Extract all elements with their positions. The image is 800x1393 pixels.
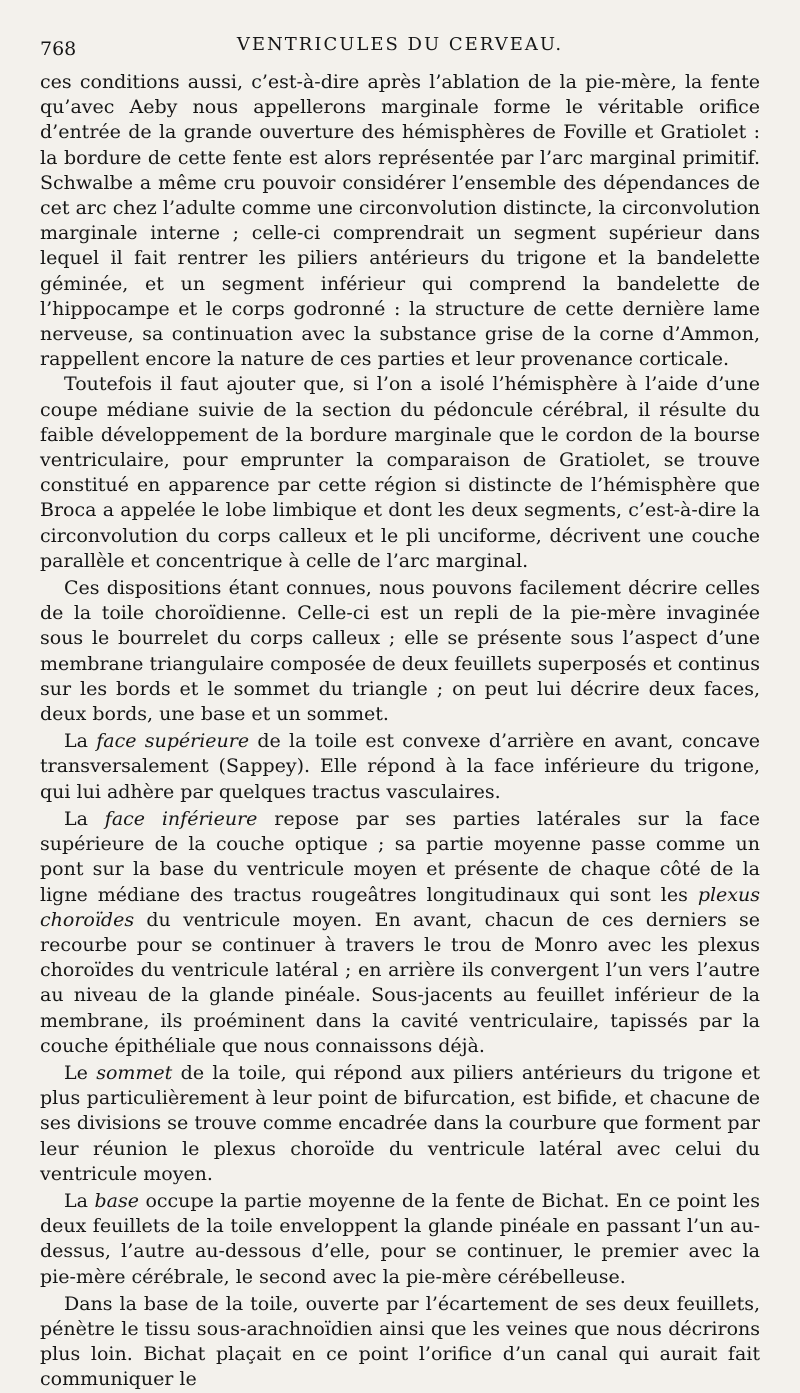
text-segment: ces conditions aussi, c’est-à-dire après l’ablation de la pie-mère, la fente qu’avec Aeby nous appellerons marginale forme le véritable orifice d’entrée de la grande ouverture des hémisphères de Foville et Gratiolet : la bordure de cette fente est alors représentée par l’arc marginal primitif. Schwalbe a même cru pouvoir considérer l’ensemble des dépendances de cet arc chez l’adulte comme une circonvolution distincte, la circonvolution marginale interne ; celle-ci comprendrait un segment supérieur dans lequel il fait rentrer les piliers antérieurs du trigone et la bandelette géminée, et un segment inférieur qui comprend la bandelette de l’hippocampe et le corps godronné : la structure de cette dernière lame nerveuse, sa continuation avec la substance grise de la corne d’Ammon, rappellent encore la nature de ces parties et leur provenance corticale. — [40, 71, 760, 371]
text-segment: occupe la partie moyenne de la fente de Bichat. En ce point les deux feuillets de la toile enveloppent la glande pinéale en passant l’un au-dessus, l’autre au-dessous d’elle, pour se continuer, le premier avec la pie-mère cérébrale, le second avec la pie-mère cérébelleuse. — [40, 1189, 761, 1288]
italic-term: sommet — [96, 1061, 173, 1084]
text-segment: de la toile est convexe d’arrière en avant, concave transversalement (Sappey). Elle répond à la face inférieure du trigone, qui lui adhère par quelques tractus vasculaires. — [40, 730, 760, 803]
text-segment: de la toile, qui répond aux piliers antérieurs du trigone et plus particulièrement à leur point de bifurcation, est bifide, et chacune de ses divisions se trouve comme encadrée dans la courbure que forment par leur réunion le plexus choroïde du ventricule latéral avec celui du ventricule moyen. — [40, 1061, 760, 1185]
body-text — [40, 70, 760, 1393]
text-segment: Ces dispositions étant connues, nous pouvons facilement décrire celles de la toile choroïdienne. Celle-ci est un repli de la pie-mère invaginée sous le bourrelet du corps calleux ; elle se présente sous l’aspect d’une membrane triangulaire composée de deux feuillets superposés et continus sur les bords et le sommet du triangle ; on peut lui décrire deux faces, deux bords, une base et un sommet. — [40, 577, 760, 726]
running-title: VENTRICULES DU CERVEAU. — [236, 34, 564, 55]
text-segment: Toutefois il faut ajouter que, si l’on a isolé l’hémisphère à l’aide d’une coupe médiane suivie de la section du pédoncule cérébral, il résulte du faible développement de la bordure marginale que le cordon de la bourse ventriculaire, pour emprunter la comparaison de Gratiolet, se trouve constitué en apparence par cette région si distincte de l’hémisphère que Broca a appelée le lobe limbique et dont les deux segments, c’est-à-dire la circonvolution du corps calleux et le pli unciforme, décrivent une couche parallèle et concentrique à celle de l’arc marginal. — [40, 373, 760, 572]
italic-term: plexus choroïdes — [40, 883, 760, 931]
text-segment: La — [64, 1189, 95, 1212]
paragraph — [40, 729, 760, 805]
paragraph — [40, 807, 760, 1059]
text-segment: La — [64, 807, 105, 830]
text-segment: repose par ses parties latérales sur la face supérieure de la couche optique ; sa partie moyenne passe comme un pont sur la base du ventricule moyen et présente de chaque côté de la ligne médiane des tractus rougeâtres longitudinaux qui sont les — [40, 807, 761, 906]
italic-term: face supérieure — [96, 730, 250, 753]
text-segment: La — [64, 730, 97, 753]
paragraph — [40, 1061, 760, 1187]
text-segment: Dans la base de la toile, ouverte par l’écartement de ses deux feuillets, pénètre le tissu sous-arachnoïdien ainsi que les veines que nous décrirons plus loin. Bichat plaçait en ce point l’orifice d’un canal qui aurait fait communiquer le — [40, 1292, 760, 1391]
running-head — [40, 30, 760, 70]
paragraph — [40, 372, 760, 574]
paragraph — [40, 1189, 760, 1290]
paragraph — [40, 576, 760, 727]
italic-term: base — [94, 1189, 139, 1212]
paragraph — [40, 70, 760, 372]
text-segment: Le — [64, 1061, 97, 1084]
page-number: 768 — [40, 38, 77, 60]
paragraph — [40, 1292, 760, 1393]
text-segment: du ventricule moyen. En avant, chacun de ces derniers se recourbe pour se continuer à travers le trou de Monro avec les plexus choroïdes du ventricule latéral ; en arrière ils convergent l’un vers l’autre au niveau de la glande pinéale. Sous-jacents au feuillet inférieur de la membrane, ils proéminent dans la cavité ventriculaire, tapissés par la couche épithéliale que nous connaissons déjà. — [40, 908, 760, 1057]
italic-term: face inférieure — [104, 807, 258, 830]
